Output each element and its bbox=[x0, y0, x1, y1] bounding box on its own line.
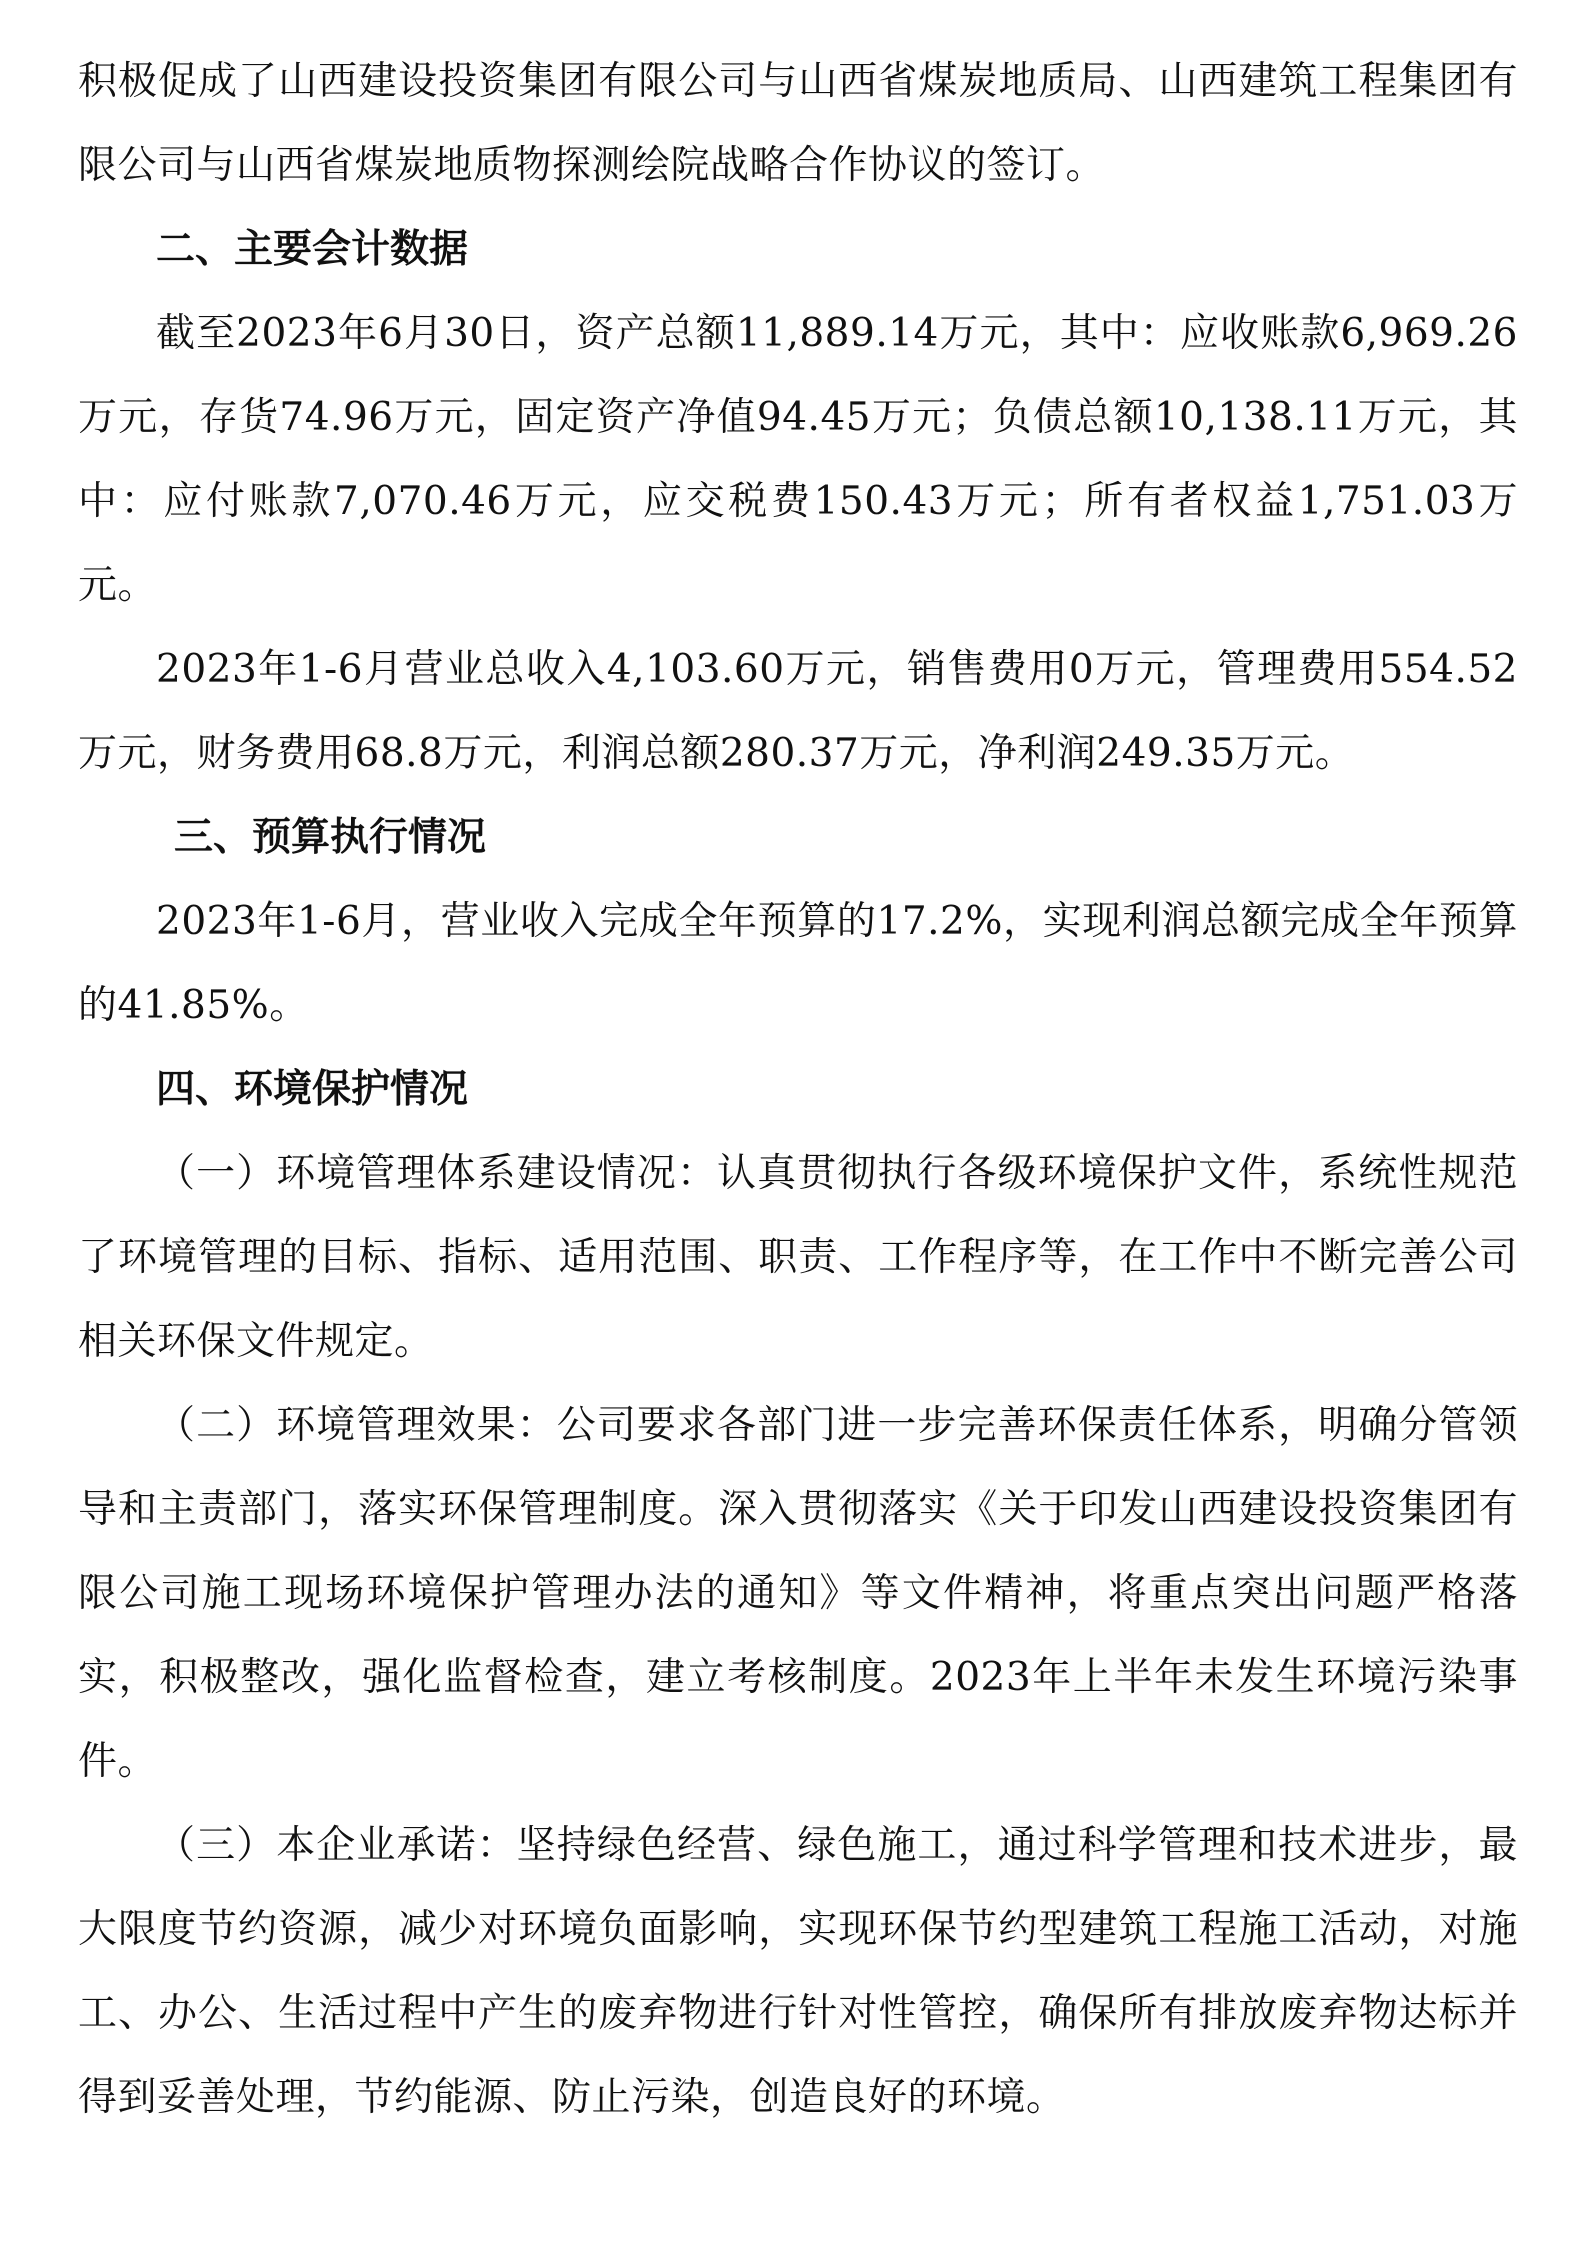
paragraph-env-management-system: （一）环境管理体系建设情况：认真贯彻执行各级环境保护文件，系统性规范了环境管理的目标、指标、适用范围、职责、工作程序等，在工作中不断完善公司相关环保文件规定。 bbox=[78, 1151, 1518, 1364]
heading-main-accounting-data: 二、主要会计数据 bbox=[156, 227, 469, 272]
paragraph-env-management-effect: （二）环境管理效果：公司要求各部门进一步完善环保责任体系，明确分管领导和主责部门，落实环保管理制度。深入贯彻落实《关于印发山西建设投资集团有限公司施工现场环境保护管理办法的通知》等文件精神，将重点突出问题严格落实，积极整改，强化监督检查，建立考核制度。2023年上半年未发生环境污染事件。 bbox=[78, 1403, 1518, 1784]
paragraph-income-statement: 2023年1-6月营业总收入4,103.60万元，销售费用0万元，管理费用554.52万元，财务费用68.8万元，利润总额280.37万元，净利润249.35万元。 bbox=[78, 647, 1518, 776]
paragraph-balance-sheet: 截至2023年6月30日，资产总额11,889.14万元，其中：应收账款6,969.26万元，存货74.96万元，固定资产净值94.45万元；负债总额10,138.11万元，其中：应付账款7,070.46万元，应交税费150.43万元；所有者权益1,751.03万元。 bbox=[78, 311, 1518, 608]
heading-budget-execution: 三、预算执行情况 bbox=[174, 815, 487, 860]
heading-environmental-protection: 四、环境保护情况 bbox=[156, 1067, 469, 1112]
paragraph-cooperation-agreement: 积极促成了山西建设投资集团有限公司与山西省煤炭地质局、山西建筑工程集团有限公司与山西省煤炭地质物探测绘院战略合作协议的签订。 bbox=[78, 59, 1518, 188]
paragraph-enterprise-commitment: （三）本企业承诺：坚持绿色经营、绿色施工，通过科学管理和技术进步，最大限度节约资源，减少对环境负面影响，实现环保节约型建筑工程施工活动，对施工、办公、生活过程中产生的废弃物进行针对性管控，确保所有排放废弃物达标并得到妥善处理，节约能源、防止污染，创造良好的环境。 bbox=[78, 1823, 1518, 2120]
paragraph-budget-completion: 2023年1-6月，营业收入完成全年预算的17.2%，实现利润总额完成全年预算的41.85%。 bbox=[78, 899, 1518, 1028]
document-page bbox=[78, 40, 1518, 2140]
